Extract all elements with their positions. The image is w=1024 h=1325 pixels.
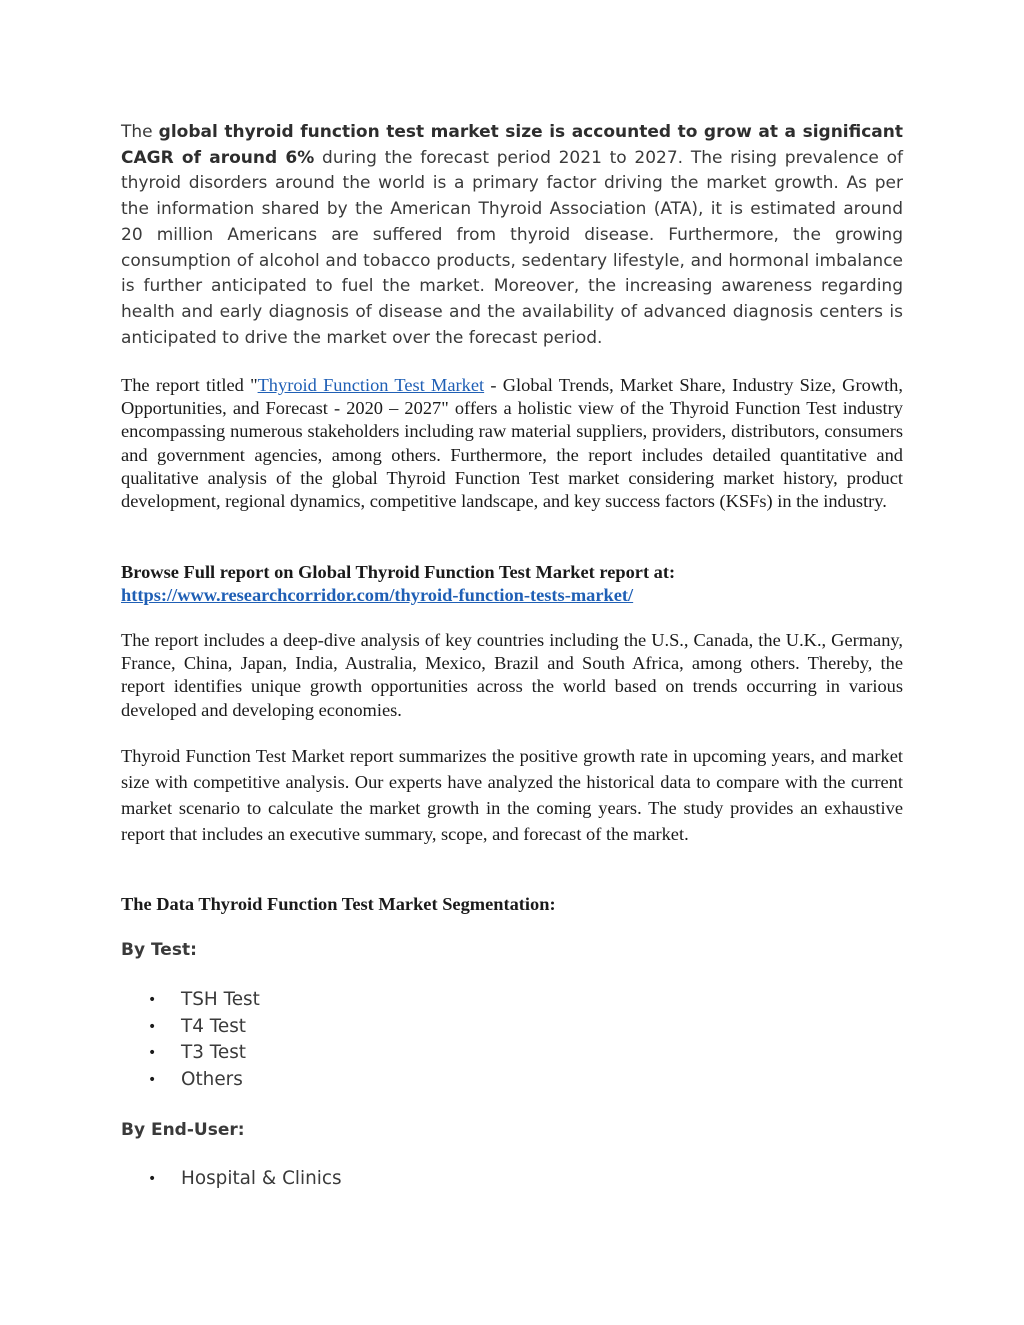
by-test-heading: By Test: bbox=[121, 940, 197, 960]
browse-block bbox=[121, 561, 903, 606]
intro-body: during the forecast period 2021 to 2027. The rising prevalence of thyroid disorders around the world is a primary factor driving the market growth. As per the information shared by the American Thyroid Association (ATA), it is estimated around 20 million Americans are suffered from thyroid disease. Furthermore, the growing consumption of alcohol and tobacco products, sedentary lifestyle, and hormonal imbalance is further anticipated to fuel the market. Moreover, the increasing awareness regarding health and early diagnosis of disease and the availability of advanced diagnosis centers is anticipated to drive the market over the forecast period. bbox=[121, 147, 904, 348]
browse-label: Browse Full report on Global Thyroid Function Test Market report at: bbox=[121, 562, 676, 582]
list-item-label: TSH Test bbox=[181, 989, 260, 1010]
bullet-icon: • bbox=[148, 1171, 157, 1187]
list-item-label: T3 Test bbox=[181, 1042, 246, 1064]
end-user-list bbox=[121, 1166, 342, 1193]
countries-paragraph: The report includes a deep-dive analysis of key countries including the U.S., Canada, the U.K., Germany, France, China, Japan, India, Australia, Mexico, Brazil and South Africa, among others. Thereby, the report identifies unique growth opportunities across the world based on trends occurring in various developed and developing economies. bbox=[121, 630, 903, 720]
test-list bbox=[121, 987, 260, 1094]
report-body: - Global Trends, Market Share, Industry Size, Growth, Opportunities, and Forecast - 2020 – 2027" offers a holistic view of the Thyroid Function Test industry encompassing numerous stakeholders including raw material suppliers, providers, distributors, consumers and government agencies, among others. Furthermore, the report includes detailed quantitative and qualitative analysis of the global Thyroid Function Test market considering market history, product development, regional dynamics, competitive landscape, and key success factors (KSFs) in the industry. bbox=[121, 375, 903, 512]
list-item bbox=[121, 1067, 260, 1094]
list-item-label: T4 Test bbox=[181, 1015, 246, 1037]
report-url-link[interactable]: https://www.researchcorridor.com/thyroid-function-tests-market/ bbox=[121, 584, 634, 605]
summary-paragraph: Thyroid Function Test Market report summarizes the positive growth rate in upcoming years, and market size with competitive analysis. Our experts have analyzed the historical data to compare with the current market scenario to calculate the market growth in the coming years. The study provides an exhaustive report that includes an executive summary, scope, and forecast of the market. bbox=[121, 746, 903, 844]
report-prefix: The report titled " bbox=[121, 375, 258, 395]
bullet-icon: • bbox=[148, 1018, 157, 1035]
list-item bbox=[121, 1014, 260, 1041]
bullet-icon: • bbox=[148, 992, 157, 1008]
list-item-label: Others bbox=[181, 1069, 243, 1091]
intro-highlight: global thyroid function test market size is accounted to grow at a significant CAGR of around 6% bbox=[121, 122, 903, 168]
list-item bbox=[121, 987, 260, 1014]
by-end-user-heading: By End-User: bbox=[121, 1120, 245, 1140]
bullet-icon: • bbox=[148, 1045, 157, 1062]
report-paragraph bbox=[121, 374, 903, 513]
list-item-label: Hospital & Clinics bbox=[181, 1168, 342, 1189]
document-page bbox=[121, 120, 904, 1189]
report-title-link[interactable]: Thyroid Function Test Market bbox=[257, 375, 485, 395]
list-item bbox=[121, 1166, 342, 1193]
list-item bbox=[121, 1040, 260, 1067]
intro-paragraph bbox=[121, 120, 903, 351]
intro-lead: The bbox=[121, 122, 153, 142]
segmentation-heading: The Data Thyroid Function Test Market Segmentation: bbox=[121, 894, 556, 914]
bullet-icon: • bbox=[148, 1072, 157, 1089]
